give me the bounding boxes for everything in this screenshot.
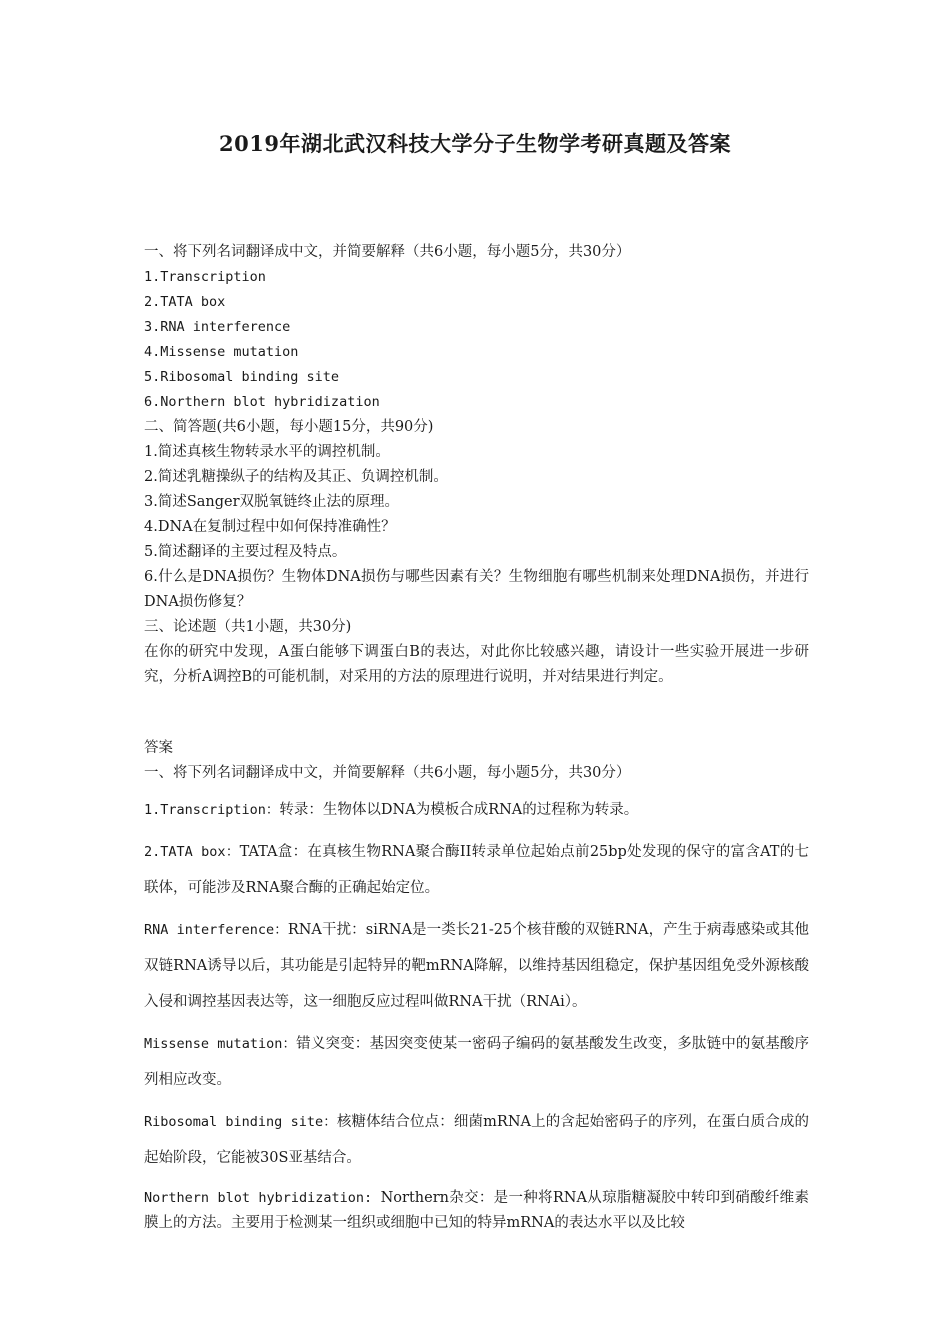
answer-text: 错义突变：基因突变使某一密码子编码的氨基酸发生改变，多肽链中的氨基酸序列相应改变。	[144, 1036, 810, 1088]
short-question: 2.简述乳糖操纵子的结构及其正、负调控机制。	[144, 469, 448, 485]
answer-item	[144, 1104, 809, 1176]
section3-heading: 三、论述题（共1小题，共30分)	[144, 619, 352, 635]
answer-term: RNA interference：	[144, 922, 288, 938]
answer-item	[144, 834, 809, 906]
page-title: 2019年湖北武汉科技大学分子生物学考研真题及答案	[219, 131, 731, 156]
term-item: 3.RNA interference	[144, 319, 291, 335]
answer-term: 1.Transcription：	[144, 802, 280, 818]
answer-term: Missense mutation：	[144, 1036, 297, 1052]
section2-heading: 二、简答题(共6小题，每小题15分，共90分)	[144, 419, 434, 435]
short-question: 6.什么是DNA损伤？生物体DNA损伤与哪些因素有关？生物细胞有哪些机制来处理DNA损伤，并进行DNA损伤修复？	[144, 569, 809, 610]
answer-text: 核糖体结合位点：细菌mRNA上的含起始密码子的序列，在蛋白质合成的起始阶段，它能被30S亚基结合。	[144, 1114, 809, 1166]
answer-term: Ribosomal binding site：	[144, 1114, 337, 1130]
section1-heading: 一、将下列名词翻译成中文，并简要解释（共6小题，每小题5分，共30分）	[144, 244, 631, 260]
answer-item	[144, 1186, 809, 1236]
answer-term: 2.TATA box：	[144, 844, 240, 860]
short-question: 3.简述Sanger双脱氧链终止法的原理。	[144, 494, 400, 510]
answer-text: TATA盒：在真核生物RNA聚合酶II转录单位起始点前25bp处发现的保守的富含AT的七联体，可能涉及RNA聚合酶的正确起始定位。	[144, 844, 809, 896]
short-question: 5.简述翻译的主要过程及特点。	[144, 544, 347, 560]
answer-item	[144, 912, 809, 1020]
answers-heading: 答案	[144, 740, 173, 756]
term-item: 5.Ribosomal binding site	[144, 369, 340, 385]
short-question: 1.简述真核生物转录水平的调控机制。	[144, 444, 390, 460]
term-item: 6.Northern blot hybridization	[144, 394, 380, 410]
answer-term: Northern blot hybridization:	[144, 1190, 381, 1206]
answer-text: RNA干扰：siRNA是一类长21-25个核苷酸的双链RNA，产生于病毒感染或其他双链RNA诱导以后，其功能是引起特异的靶mRNA降解，以维持基因组稳定，保护基因组免受外源核酸入侵和调控基因表达等，这一细胞反应过程叫做RNA干扰（RNAi）。	[144, 922, 810, 1010]
answer-text: 转录：生物体以DNA为模板合成RNA的过程称为转录。	[279, 802, 639, 818]
short-question: 4.DNA在复制过程中如何保持准确性？	[144, 519, 396, 535]
answers-section1-heading: 一、将下列名词翻译成中文，并简要解释（共6小题，每小题5分，共30分）	[144, 765, 631, 781]
answer-item	[144, 1026, 809, 1098]
answer-text: Northern杂交：是一种将RNA从琼脂糖凝胶中转印到硝酸纤维素膜上的方法。主要用于检测某一组织或细胞中已知的特异mRNA的表达水平以及比较	[144, 1190, 809, 1231]
questions-section	[144, 240, 809, 690]
answer-item	[144, 792, 809, 828]
essay-question: 在你的研究中发现，A蛋白能够下调蛋白B的表达，对此你比较感兴趣，请设计一些实验开展进一步研究，分析A调控B的可能机制，对采用的方法的原理进行说明，并对结果进行判定。	[144, 644, 809, 685]
term-item: 2.TATA box	[144, 294, 226, 310]
term-item: 4.Missense mutation	[144, 344, 299, 360]
term-item: 1.Transcription	[144, 269, 266, 285]
answers-section	[144, 736, 809, 1236]
